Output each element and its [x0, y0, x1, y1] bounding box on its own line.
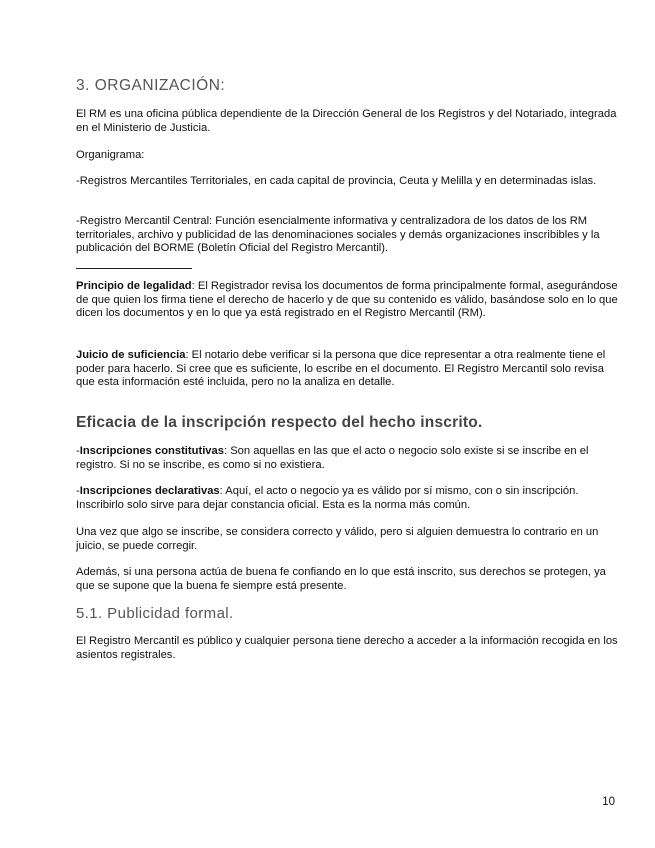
paragraph-juicio-suficiencia	[76, 349, 621, 390]
paragraph-publicidad: El Registro Mercantil es público y cualquier persona tiene derecho a acceder a la información recogida en los asientos registrales.	[76, 635, 618, 661]
paragraph-territoriales: -Registros Mercantiles Territoriales, en cada capital de provincia, Ceuta y Melilla y en determinadas islas.	[76, 175, 597, 187]
paragraph-central: -Registro Mercantil Central: Función esencialmente informativa y centralizadora de los datos de los RM territoriales, archivo y publicidad de las denominaciones sociales y demás organizaciones inscribibles y la publicación del BORME (Boletín Oficial del Registro Mercantil).	[76, 215, 600, 255]
paragraph-correccion: Una vez que algo se inscribe, se considera correcto y válido, pero si alguien demuestra lo contrario en un juicio, se puede corregir.	[76, 526, 599, 552]
paragraph-buena-fe: Además, si una persona actúa de buena fe confiando en lo que está inscrito, sus derechos se protegen, ya que se supone que la buena fe siempre está presente.	[76, 566, 606, 592]
text-inscripciones-constitutivas: : Son aquellas en las que el acto o negocio solo existe si se inscribe en el registro. Si no se inscribe, es como si no existiera.	[76, 445, 589, 471]
dash-declarativas: -	[76, 485, 80, 497]
term-principio-legalidad: Principio de legalidad	[76, 280, 192, 292]
paragraph-intro: El RM es una oficina pública dependiente de la Dirección General de los Registros y del Notariado, integrada en el Ministerio de Justicia.	[76, 108, 617, 134]
text-inscripciones-declarativas: : Aquí, el acto o negocio ya es válido por sí mismo, con o sin inscripción. Inscribirlo solo sirve para dejar constancia oficial. Esta es la norma más común.	[76, 485, 579, 511]
paragraph-inscripciones-declarativas	[76, 485, 621, 512]
text-principio-legalidad: : El Registrador revisa los documentos de forma principalmente formal, asegurándose de que quien los firma tiene el derecho de hacerlo y de que su contenido es válido, basándose solo en lo que dicen los documentos y en lo que ya está registrado en el Registro Mercantil (RM).	[76, 280, 618, 320]
term-inscripciones-declarativas: Inscripciones declarativas	[79, 485, 220, 497]
paragraph-principio-legalidad	[76, 280, 621, 321]
term-inscripciones-constitutivas: Inscripciones constitutivas	[79, 445, 224, 457]
section-heading-organizacion: 3. ORGANIZACIÓN:	[76, 77, 226, 94]
heading-eficacia: Eficacia de la inscripción respecto del hecho inscrito.	[76, 414, 483, 431]
separator-line	[76, 268, 192, 269]
page-number: 10	[602, 796, 615, 808]
dash-constitutivas: -	[76, 445, 80, 457]
text-juicio-suficiencia: : El notario debe verificar si la persona que dice representar a otra realmente tiene el poder para hacerlo. Si cree que es suficiente, lo escribe en el documento. El Registro Mercantil solo revisa que esta información esté incluida, pero no la analiza en detalle.	[76, 349, 606, 389]
paragraph-organigrama-label: Organigrama:	[76, 149, 145, 161]
paragraph-inscripciones-constitutivas	[76, 445, 621, 472]
heading-publicidad-formal: 5.1. Publicidad formal.	[76, 605, 234, 622]
term-juicio-suficiencia: Juicio de suficiencia	[76, 349, 186, 361]
